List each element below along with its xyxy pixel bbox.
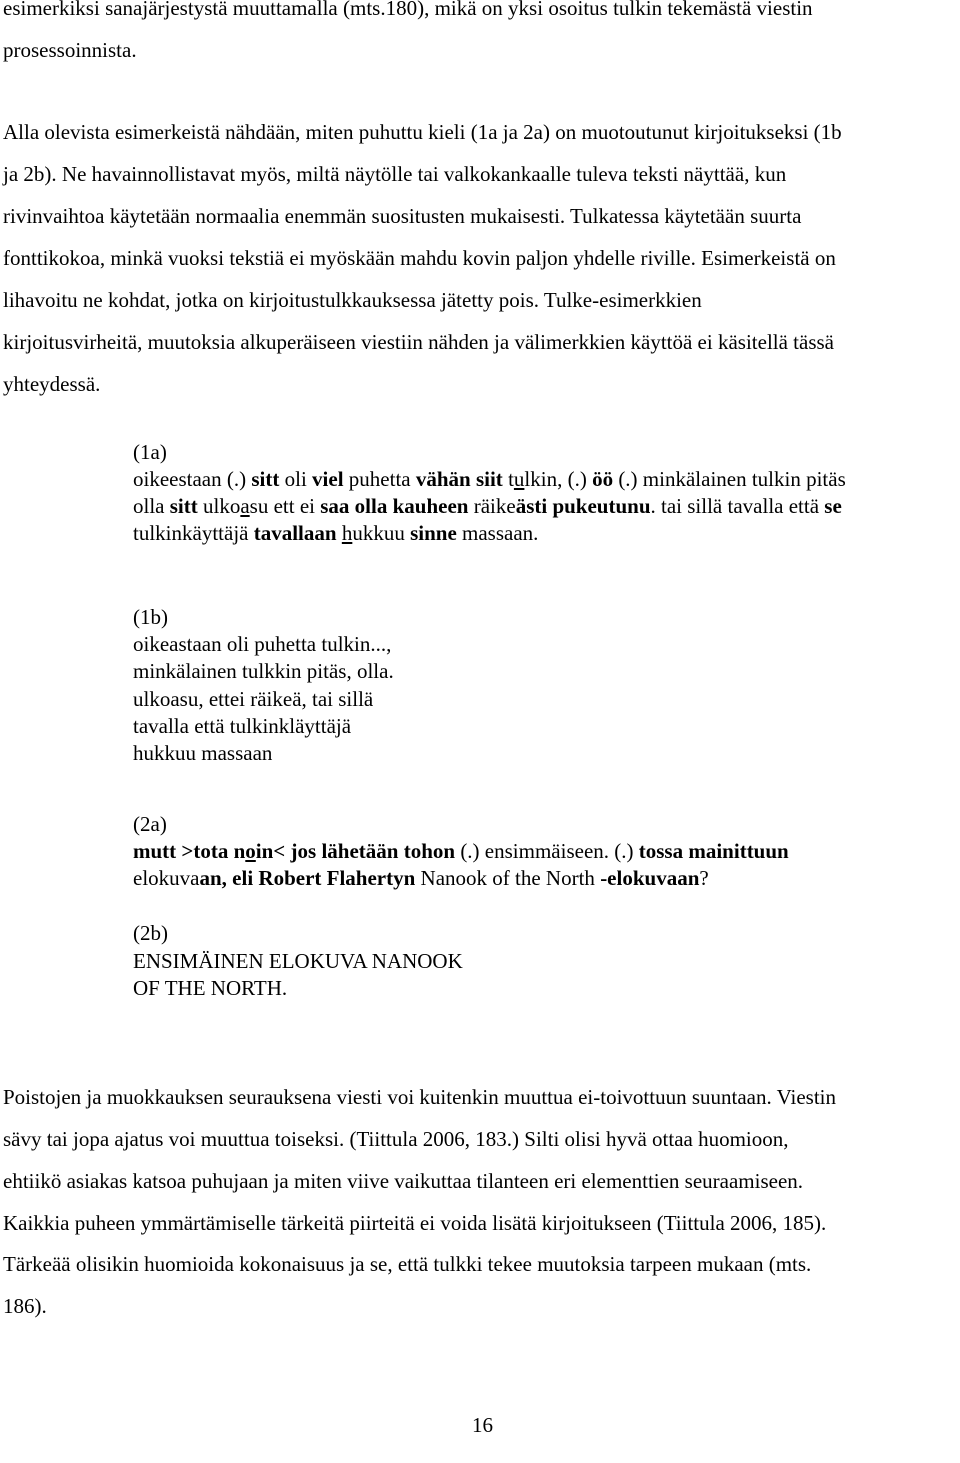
page-number: 16: [472, 1413, 493, 1437]
paragraph-2-line-2: ja 2b). Ne havainnollistavat myös, miltä näytölle tai valkokankaalle tuleva teksti näyttää, kun: [3, 162, 787, 186]
paragraph-1-line-2: prosessoinnista.: [3, 38, 137, 62]
paragraph-2-line-5: lihavoitu ne kohdat, jotka on kirjoitustulkkauksessa jätetty pois. Tulke-esimerkkien: [3, 288, 702, 312]
paragraph-2-line-4: fonttikokoa, minkä vuoksi tekstiä ei myöskään mahdu kovin paljon yhdelle riville. Esimerkeistä on: [3, 246, 836, 270]
example-2b-line-1: ENSIMÄINEN ELOKUVA NANOOK: [133, 949, 463, 973]
example-1b-line-3: ulkoasu, ettei räikeä, tai sillä: [133, 687, 374, 711]
example-1b-line-4: tavalla että tulkinkläyttäjä: [133, 714, 352, 738]
example-1a-line-3: tulkinkäyttäjä tavallaan hukkuu sinne massaan.: [133, 521, 539, 545]
example-2b-label: (2b): [133, 921, 168, 945]
example-1b-line-5: hukkuu massaan: [133, 741, 273, 765]
paragraph-2-line-7: yhteydessä.: [3, 372, 101, 396]
paragraph-3-line-6: 186).: [3, 1294, 47, 1318]
example-1b-label: (1b): [133, 605, 168, 629]
paragraph-3-line-5: Tärkeää olisikin huomioida kokonaisuus ja se, että tulkki tekee muutoksia tarpeen mukaan (mts.: [3, 1252, 812, 1276]
paragraph-2-line-6: kirjoitusvirheitä, muutoksia alkuperäiseen viestiin nähden ja välimerkkien käyttöä ei käsitellä tässä: [3, 330, 835, 354]
paragraph-3-line-3: ehtiikö asiakas katsoa puhujaan ja miten viive vaikuttaa tilanteen eri elementtien seuraamiseen.: [3, 1169, 804, 1193]
example-1b-line-1: oikeastaan oli puhetta tulkin...,: [133, 632, 392, 656]
example-1b-line-2: minkälainen tulkkin pitäs, olla.: [133, 659, 394, 683]
paragraph-2-line-1: Alla olevista esimerkeistä nähdään, miten puhuttu kieli (1a ja 2a) on muotoutunut kirjoitukseksi (1b: [3, 120, 842, 144]
example-2a-line-1: mutt >tota noin< jos lähetään tohon (.) ensimmäiseen. (.) tossa mainittuun: [133, 839, 789, 863]
paragraph-2-line-3: rivinvaihtoa käytetään normaalia enemmän suositusten mukaisesti. Tulkatessa käytetään suurta: [3, 204, 802, 228]
example-1a-line-2: olla sitt ulkoasu ett ei saa olla kauheen räikeästi pukeutunu. tai sillä tavalla että se: [133, 494, 842, 518]
example-1a-line-1: oikeestaan (.) sitt oli viel puhetta vähän siit tulkin, (.) öö (.) minkälainen tulkin pitäs: [133, 467, 846, 491]
example-2b-line-2: OF THE NORTH.: [133, 976, 288, 1000]
example-1a-label: (1a): [133, 440, 167, 464]
paragraph-1-line-1: esimerkiksi sanajärjestystä muuttamalla (mts.180), mikä on yksi osoitus tulkin tekemästä viestin: [3, 0, 813, 20]
example-2a-label: (2a): [133, 812, 167, 836]
paragraph-3-line-4: Kaikkia puheen ymmärtämiselle tärkeitä piirteitä ei voida lisätä kirjoitukseen (Tiittula 2006, 185).: [3, 1211, 827, 1235]
example-2a-line-2: elokuvaan, eli Robert Flahertyn Nanook of the North -elokuvaan?: [133, 866, 709, 890]
paragraph-3-line-1: Poistojen ja muokkauksen seurauksena viesti voi kuitenkin muuttua ei-toivottuun suuntaan. Viestin: [3, 1085, 836, 1109]
paragraph-3-line-2: sävy tai jopa ajatus voi muuttua toiseksi. (Tiittula 2006, 183.) Silti olisi hyvä ottaa huomioon,: [3, 1127, 789, 1151]
